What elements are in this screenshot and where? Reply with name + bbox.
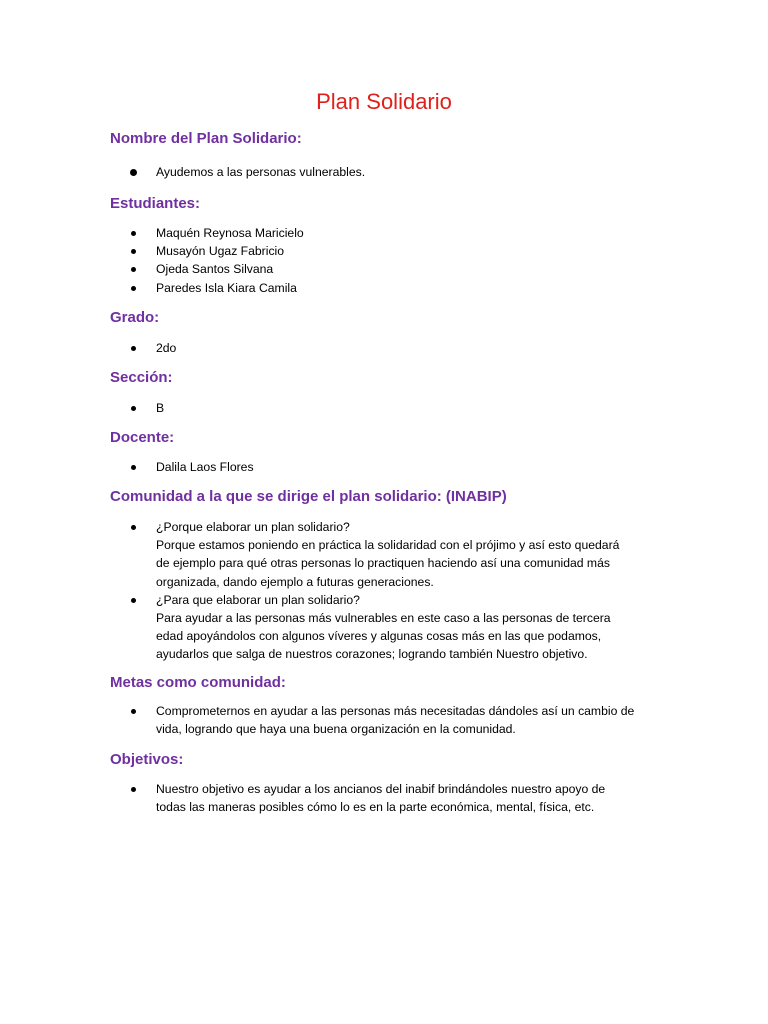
list-item [0,458,768,476]
list-item [0,260,768,278]
bullet-icon [131,598,136,603]
section-heading-teacher: Docente: [110,429,175,446]
bullet-icon [131,406,136,411]
document-title: Plan Solidario [316,89,452,114]
list-item [0,780,768,816]
list-item-text: de ejemplo para qué otras personas lo practiquen haciendo así una comunidad más [156,556,610,571]
bullet-icon [131,346,136,351]
list-item-text: ¿Para que elaborar un plan solidario? [156,592,360,607]
list-item-text: organizada, dando ejemplo a futuras generaciones. [156,574,434,589]
list-item-text: edad apoyándolos con algunos víveres y algunas cosas más en las que podamos, [156,629,602,644]
list-item-text: Comprometernos en ayudar a las personas más necesitadas dándoles así un cambio de [156,704,635,718]
list-item [0,518,768,591]
list-item-text: vida, logrando que haya una buena organización en la comunidad. [156,722,516,737]
bullet-icon [131,525,136,530]
list-item-text: 2do [156,341,177,355]
section-heading-section: Sección: [110,369,173,386]
grade-list [0,339,768,357]
list-item [0,339,768,357]
bullet-icon [131,465,136,470]
list-item-text: Dalila Laos Flores [156,460,254,474]
list-item-text: Ayudemos a las personas vulnerables. [156,165,366,179]
list-item-text: Paredes Isla Kiara Camila [156,280,297,295]
list-item [0,591,768,664]
list-item-text: Maquén Reynosa Maricielo [156,226,304,240]
section-heading-plan-name: Nombre del Plan Solidario: [110,130,302,147]
list-item-text: todas las maneras posibles cómo lo es en la parte económica, mental, física, etc. [156,800,595,815]
bullet-icon [131,231,136,236]
list-item-text: ¿Porque elaborar un plan solidario? [156,520,350,534]
students-list [0,224,768,297]
plan-name-list [0,163,768,181]
section-list [0,399,768,417]
section-heading-objectives: Objetivos: [110,751,184,768]
community-list [0,518,768,664]
list-item-text: ayudarlos que salga de nuestros corazones; logrando también Nuestro objetivo. [156,647,588,662]
section-heading-community: Comunidad a la que se dirige el plan solidario: (INABIP) [110,488,507,505]
list-item [0,702,768,738]
list-item-text: Nuestro objetivo es ayudar a los ancianos del inabif brindándoles nuestro apoyo de [156,782,606,796]
bullet-icon [131,286,136,291]
list-item [0,163,768,181]
list-item [0,279,768,297]
objectives-list [0,780,768,816]
list-item-text: Para ayudar a las personas más vulnerables en este caso a las personas de tercera [156,611,611,626]
list-item-text: Musayón Ugaz Fabricio [156,244,285,259]
list-item-text: B [156,401,165,415]
list-item-text: Porque estamos poniendo en práctica la solidaridad con el prójimo y así esto quedará [156,538,620,553]
goals-list [0,702,768,738]
bullet-icon [131,709,136,714]
list-item [0,224,768,242]
section-heading-grade: Grado: [110,309,160,326]
bullet-icon [131,267,136,272]
section-heading-students: Estudiantes: [110,195,201,212]
bullet-icon [130,169,137,176]
section-heading-goals: Metas como comunidad: [110,674,286,691]
list-item [0,242,768,260]
bullet-icon [131,249,136,254]
list-item-text: Ojeda Santos Silvana [156,262,274,277]
teacher-list [0,458,768,476]
list-item [0,399,768,417]
bullet-icon [131,787,136,792]
